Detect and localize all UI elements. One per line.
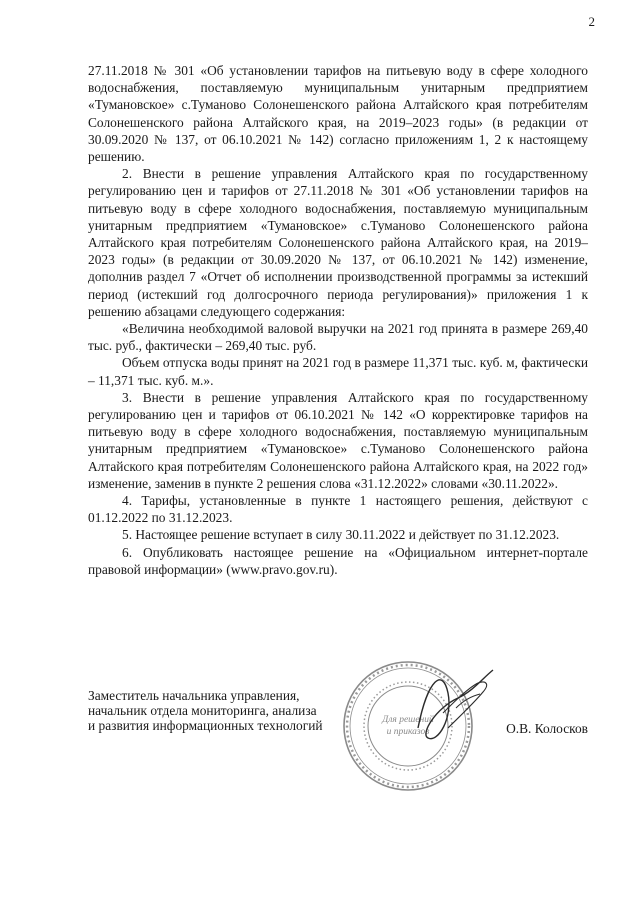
paragraph-item-2: 2. Внести в решение управления Алтайского края по государственному регулированию цен и тарифов от 27.11.2018 № 301 «Об установлении тарифов на питьевую воду в сфере холодного водоснабжения, поставляемую муниципальным унитарным предприятием «Тумановское» с.Туманово Солонешенского района Алтайского края потребителям Солонешенского района Алтайского края, на 2019–2023 годы» (в редакции от 30.09.2020 № 137, от 06.10.2021 № 142) изменение, дополнив раздел 7 «Отчет об исполнении производственной программы за истекший период (истекший год долгосрочного периода регулирования)» приложения 1 к решению абзацами следующего содержания: [88, 166, 588, 319]
signatory-title-line: и развития информационных технологий [88, 718, 323, 733]
stamp-text-line: и приказов [386, 727, 430, 737]
paragraph-item-4: 4. Тарифы, установленные в пункте 1 настоящего решения, действуют с 01.12.2022 по 31.12.2023. [88, 493, 588, 526]
paragraph-item-5: 5. Настоящее решение вступает в силу 30.11.2022 и действует по 31.12.2023. [122, 527, 560, 543]
signatory-name: О.В. Колосков [506, 721, 588, 736]
paragraph-continuation: 27.11.2018 № 301 «Об установлении тарифов на питьевую воду в сфере холодного водоснабжения, поставляемую муниципальным унитарным предприятием «Тумановское» с.Туманово Солонешенского района Алтайского края потребителям Солонешенского района Алтайского края, на 2019–2023 годы» (в редакции от 30.09.2020 № 137, от 06.10.2021 № 142) согласно приложениям 1, 2 к настоящему решению. [88, 63, 588, 165]
signatory-title-line: Заместитель начальника управления, [88, 688, 300, 703]
signature-block [88, 688, 588, 778]
paragraph-item-6: 6. Опубликовать настоящее решение на «Официальном интернет-портале правовой информации» (www.pravo.gov.ru). [88, 544, 588, 577]
paragraph-quote-revenue: «Величина необходимой валовой выручки на 2021 год принята в размере 269,40 тыс. руб., фактически – 269,40 тыс. руб. [88, 321, 588, 354]
page-number: 2 [588, 14, 595, 29]
signatory-title [88, 688, 323, 733]
signatory-title-line: начальник отдела мониторинга, анализа [88, 703, 317, 718]
stamp-text-line: Для решений [382, 715, 434, 725]
paragraph-item-3: 3. Внести в решение управления Алтайского края по государственному регулированию цен и тарифов от 06.10.2021 № 142 «О корректировке тарифов на питьевую воду в сфере холодного водоснабжения, поставляемую муниципальным унитарным предприятием «Тумановское» с.Туманово Солонешенского района Алтайского края потребителям Солонешенского района Алтайского края, на 2022 год» изменение, заменив в пункте 2 решения слова «31.12.2022» словами «30.11.2022». [88, 389, 588, 491]
handwritten-signature [398, 658, 508, 758]
document-body [88, 62, 588, 578]
paragraph-quote-volume: Объем отпуска воды принят на 2021 год в размере 11,371 тыс. куб. м, фактически – 11,371 тыс. куб. м.». [88, 355, 588, 388]
